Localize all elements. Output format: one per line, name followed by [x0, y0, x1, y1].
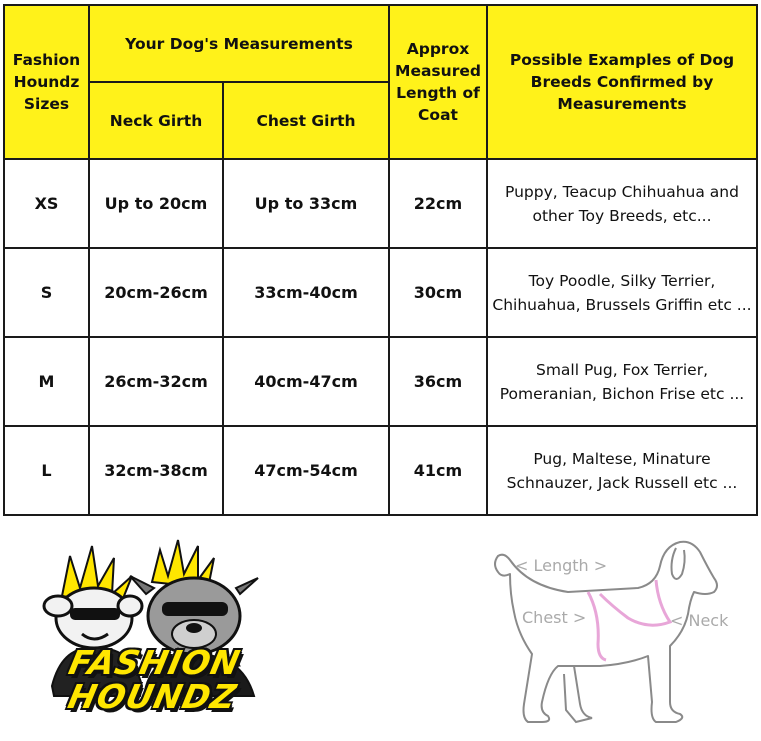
neck-cell: Up to 20cm: [89, 159, 223, 248]
chest-strap: [588, 592, 606, 660]
header-measurements: Your Dog's Measurements: [89, 5, 389, 82]
header-neck: Neck Girth: [89, 82, 223, 159]
size-cell: S: [4, 248, 89, 337]
neck-label: < Neck: [670, 611, 729, 630]
breeds-cell: Pug, Maltese, Minature Schnauzer, Jack Russell etc ...: [487, 426, 757, 515]
logo-wordmark: [19, 643, 283, 716]
table-row: [4, 426, 757, 515]
sunglasses-icon: [70, 608, 120, 620]
chest-cell: 47cm-54cm: [223, 426, 389, 515]
chest-cell: 40cm-47cm: [223, 337, 389, 426]
coat-cell: 36cm: [389, 337, 487, 426]
size-chart-table: [3, 4, 758, 516]
header-breeds: Possible Examples of Dog Breeds Confirmed by Measurements: [487, 5, 757, 159]
logo-line-fashion: FASHION: [65, 643, 244, 682]
breeds-cell: Puppy, Teacup Chihuahua and other Toy Breeds, etc...: [487, 159, 757, 248]
size-cell: M: [4, 337, 89, 426]
neck-cell: 26cm-32cm: [89, 337, 223, 426]
chest-cell: 33cm-40cm: [223, 248, 389, 337]
neck-cell: 32cm-38cm: [89, 426, 223, 515]
coat-cell: 41cm: [389, 426, 487, 515]
logo-line-houndz: HOUNDZ: [64, 677, 241, 716]
header-size: Fashion Houndz Sizes: [4, 5, 89, 159]
neck-cell: 20cm-26cm: [89, 248, 223, 337]
coat-cell: 22cm: [389, 159, 487, 248]
table-row: [4, 337, 757, 426]
breeds-cell: Toy Poodle, Silky Terrier, Chihuahua, Brussels Griffin etc ...: [487, 248, 757, 337]
chest-label: Chest >: [522, 608, 587, 627]
table-row: [4, 159, 757, 248]
size-cell: L: [4, 426, 89, 515]
coat-cell: 30cm: [389, 248, 487, 337]
neck-strap: [600, 580, 670, 625]
chest-cell: Up to 33cm: [223, 159, 389, 248]
header-coat: Approx Measured Length of Coat: [389, 5, 487, 159]
table-row: [4, 248, 757, 337]
header-chest: Chest Girth: [223, 82, 389, 159]
length-label: < Length >: [515, 556, 608, 575]
size-cell: XS: [4, 159, 89, 248]
breeds-cell: Small Pug, Fox Terrier, Pomeranian, Bichon Frise etc ...: [487, 337, 757, 426]
